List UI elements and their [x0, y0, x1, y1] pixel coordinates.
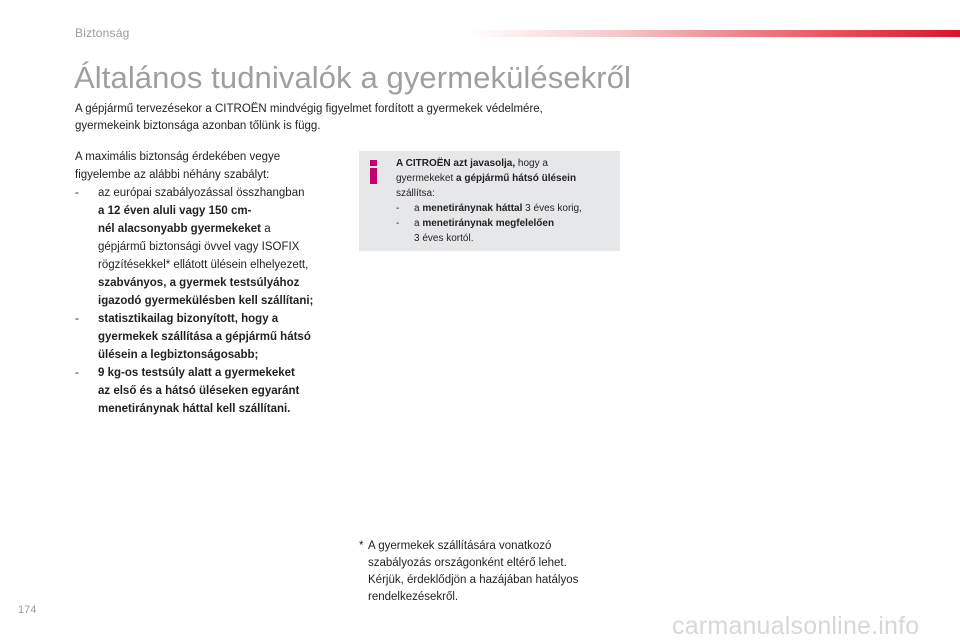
recommendation-line: 3 éves kortól.: [414, 233, 474, 244]
rule-text: [98, 220, 345, 238]
rule-text: szabványos, a gyermek testsúlyához: [98, 277, 300, 289]
recommendation-box: [359, 151, 620, 251]
footnote-line: A gyermekek szállítására vonatkozó: [368, 540, 552, 552]
recommendation-bold: a gépjármű hátsó ülésein: [456, 173, 577, 184]
rule-text: igazodó gyermekülésben kell szállítani;: [98, 295, 314, 307]
rule-text: statisztikailag bizonyított, hogy a: [98, 313, 279, 325]
footnote-line: rendelkezésekről.: [368, 591, 459, 603]
rule-text: 9 kg-os testsúly alatt a gyermekeket: [98, 367, 295, 379]
recommendation-text: [396, 156, 616, 246]
intro-line: gyermekeink biztonsága azonban tőlünk is függ.: [75, 120, 321, 132]
rule-item-2: [75, 310, 345, 364]
rule-item-3: [75, 364, 345, 418]
rule-item-1: [75, 184, 345, 310]
recommendation-line: [396, 171, 616, 186]
recommendation-item-rear-facing: [396, 201, 616, 216]
recommendation-item-forward-facing: [396, 216, 616, 246]
rule-text: menetiránynak háttal kell szállítani.: [98, 403, 291, 415]
recommendation-regular: gyermekeket: [396, 173, 457, 184]
rule-text: ülésein a legbiztonságosabb;: [98, 349, 259, 361]
watermark: carmanualsonline.info: [672, 612, 920, 640]
bullet-dash: -: [75, 187, 79, 199]
footnote-asterisk: *: [359, 540, 364, 552]
recommendation-line: szállítsa:: [396, 188, 435, 199]
rule-text: gyermekek szállítása a gépjármű hátsó: [98, 331, 311, 343]
recommendation-regular: a: [414, 218, 423, 229]
recommendation-regular: a: [414, 203, 423, 214]
intro-paragraph: [75, 101, 635, 135]
recommendation-regular: hogy a: [515, 158, 548, 169]
footnote: [359, 538, 619, 606]
recommendation-line: [396, 156, 616, 171]
bullet-dash: -: [75, 367, 79, 379]
page-number: 174: [18, 604, 37, 616]
bullet-dash: -: [396, 218, 400, 229]
info-icon: [368, 160, 379, 184]
bullet-dash: -: [396, 203, 400, 214]
recommendation-bold: A CITROËN azt javasolja,: [396, 158, 516, 169]
rules-lead: A maximális biztonság érdekében vegye: [75, 151, 281, 163]
section-label: Biztonság: [75, 26, 130, 40]
intro-line: A gépjármű tervezésekor a CITROËN mindvégig figyelmet fordított a gyermekek védelmére,: [75, 103, 543, 115]
header-accent-bar: [470, 30, 960, 37]
footnote-body: [359, 538, 619, 606]
footnote-line: Kérjük, érdeklődjön a hazájában hatályos: [368, 574, 579, 586]
rule-text-regular: a: [261, 223, 271, 235]
page-title: Általános tudnivalók a gyermekülésekről: [74, 60, 632, 95]
rule-text: gépjármű biztonsági övvel vagy ISOFIX: [98, 241, 300, 253]
recommendation-line: [414, 201, 616, 216]
rule-text: az első és a hátsó üléseken egyaránt: [98, 385, 300, 397]
recommendation-bold: menetiránynak megfelelően: [422, 218, 555, 229]
recommendation-regular: 3 éves korig,: [522, 203, 582, 214]
bullet-dash: -: [75, 313, 79, 325]
safety-rules: [75, 148, 345, 418]
rule-text-bold: nél alacsonyabb gyermekeket: [98, 223, 261, 235]
rule-text: rögzítésekkel* ellátott ülésein elhelyezett,: [98, 259, 309, 271]
rule-text: az európai szabályozással összhangban: [98, 187, 305, 199]
recommendation-line: [414, 216, 616, 231]
footnote-line: szabályozás országonként eltérő lehet.: [368, 557, 567, 569]
recommendation-bold: menetiránynak háttal: [422, 203, 523, 214]
rules-lead: figyelembe az alábbi néhány szabályt:: [75, 169, 270, 181]
rule-text: a 12 éven aluli vagy 150 cm-: [98, 205, 252, 217]
